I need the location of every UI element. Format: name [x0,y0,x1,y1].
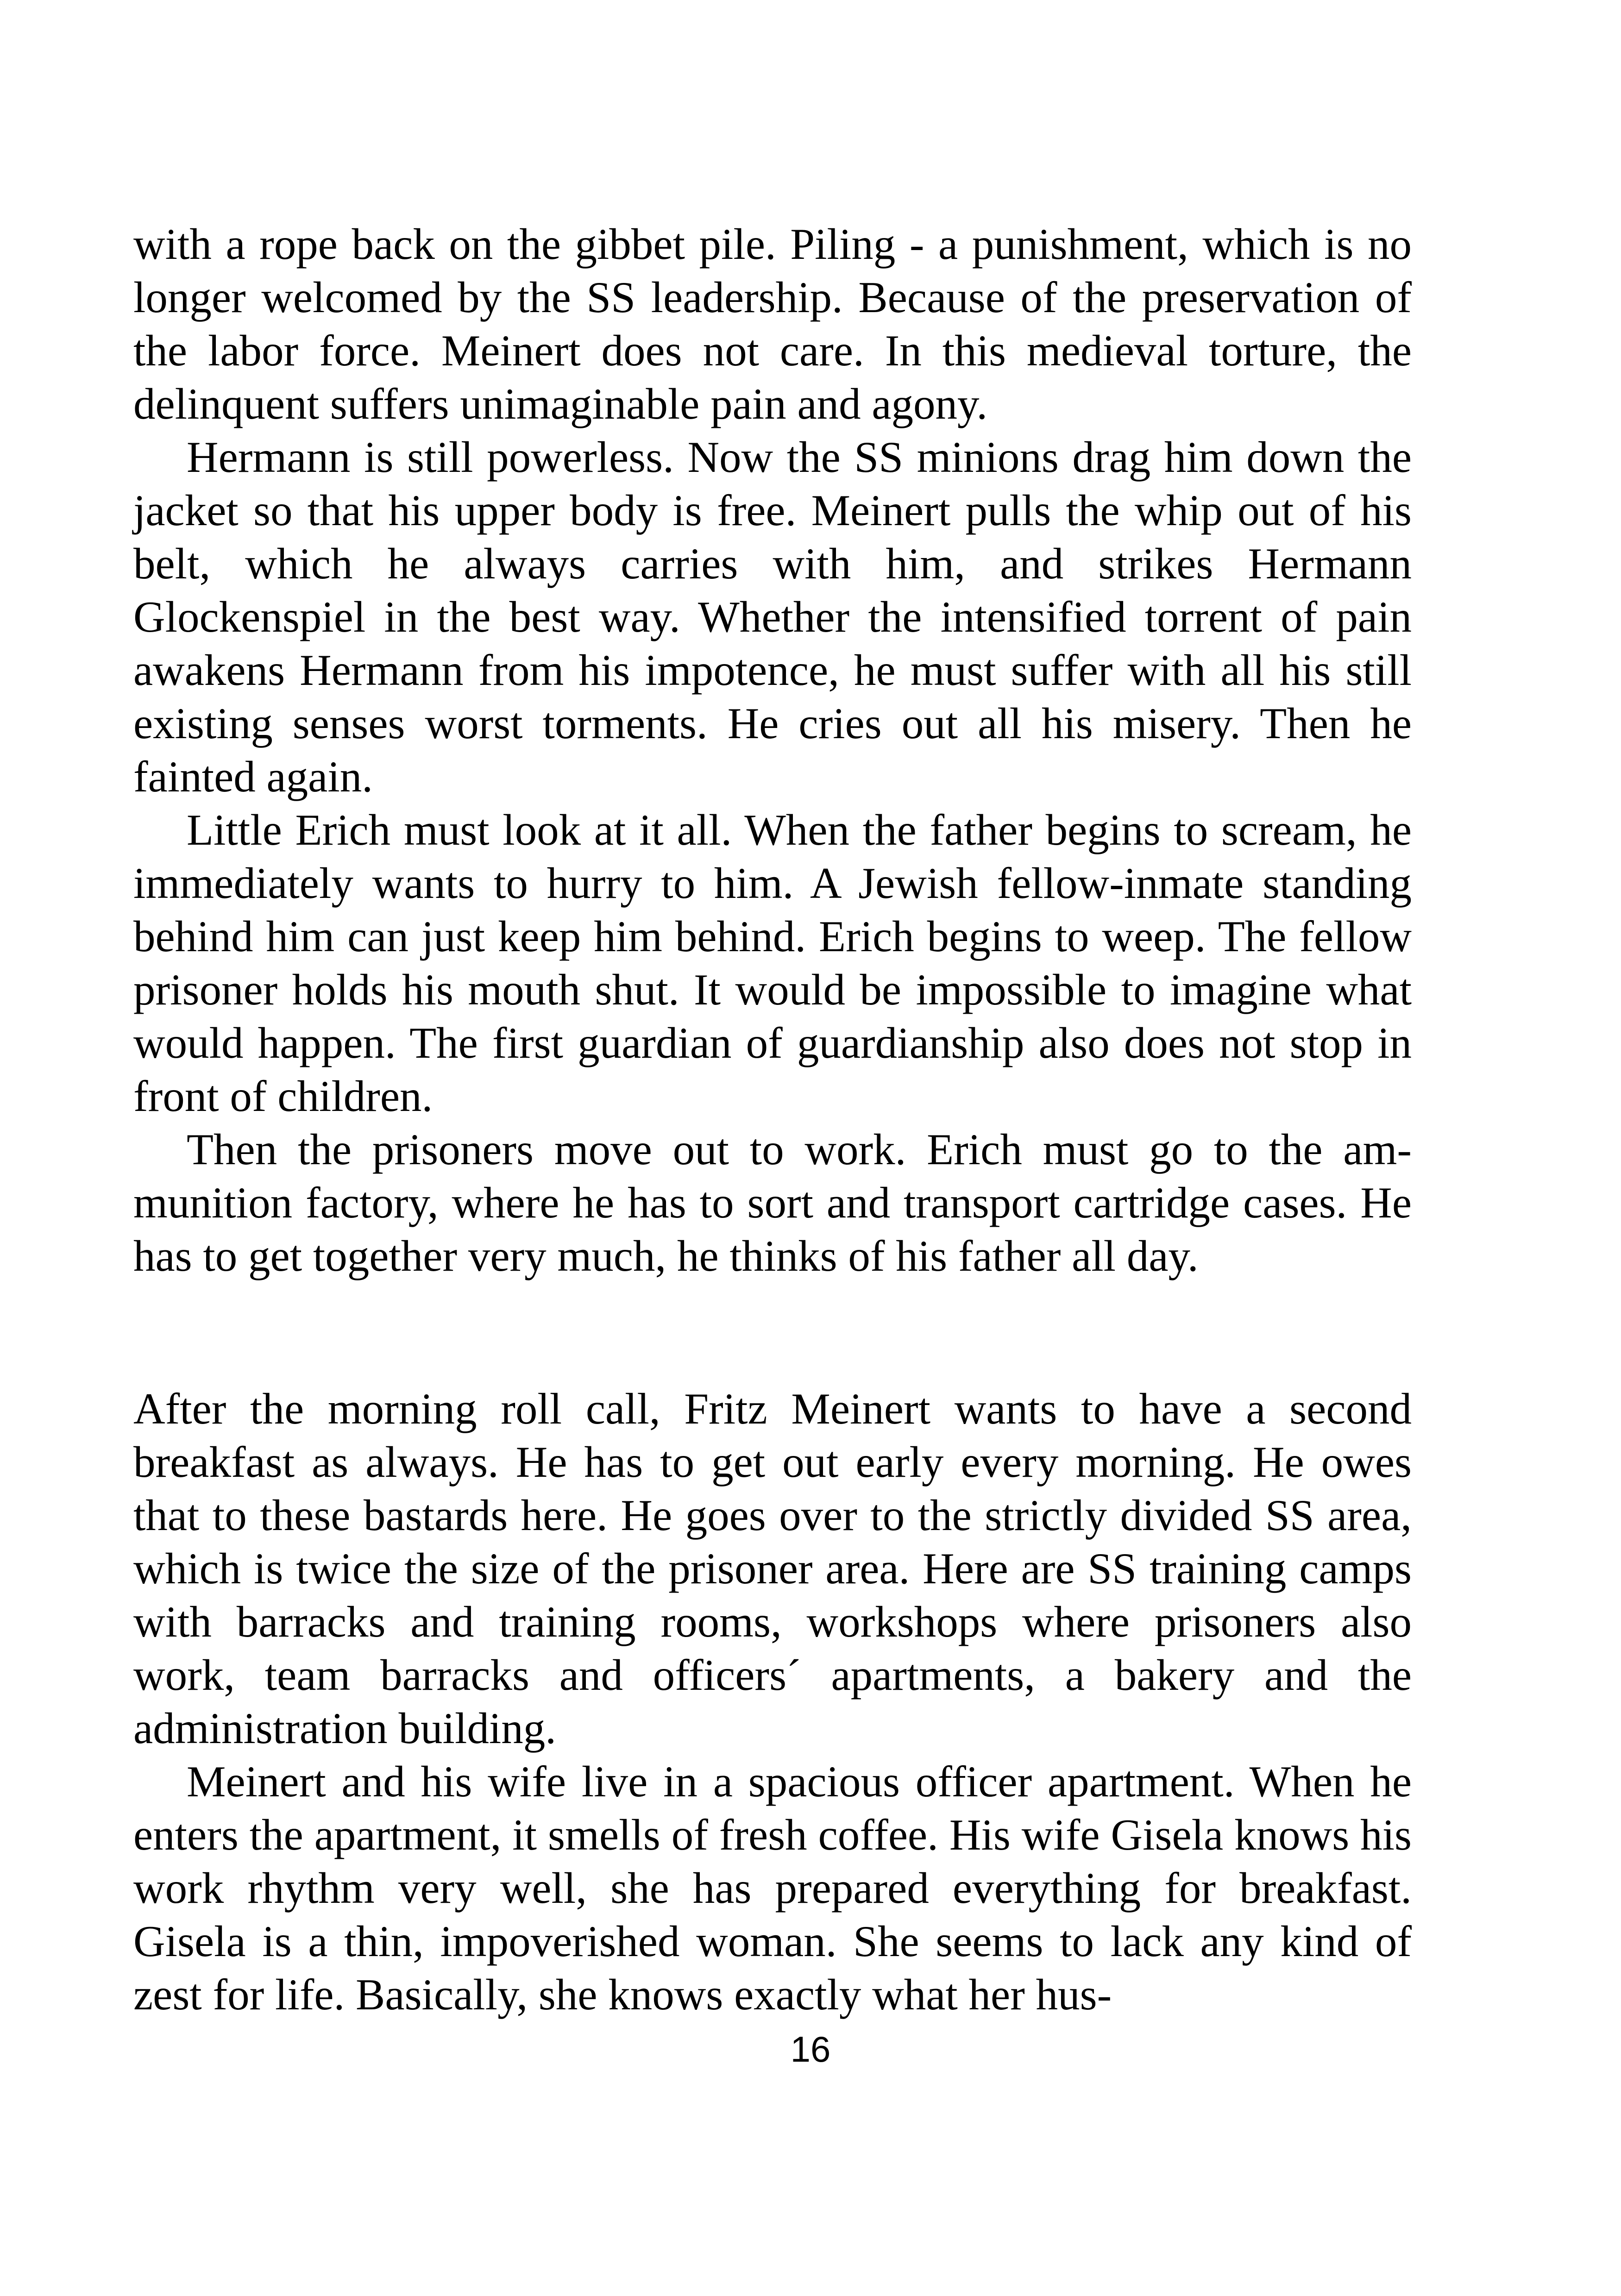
text-section-1 [133,218,1412,1283]
paragraph: with a rope back on the gibbet pile. Piling - a punishment, which is no longer welcomed by the SS leadership. Because of the preservation of the labor force. Meinert does not care. In this medieval torture, the delinquent suffers unimaginable pain and agony. [133,220,1412,428]
paragraph: Meinert and his wife live in a spacious officer apartment. When he enters the apartment, it smells of fresh coffee. His wife Gisela knows his work rhythm very well, she has prepared everything for breakfast. Gisela is a thin, impoverished woman. She seems to lack any kind of zest for life. Basically, she knows exactly what her hus- [133,1757,1412,2019]
paragraph: Hermann is still powerless. Now the SS minions drag him down the jacket so that his upper body is free. Meinert pulls the whip out of his belt, which he always carries with him, and strikes Hermann Glockenspiel in the best way. Whether the intensified torrent of pain awakens Hermann from his impotence, he must suffer with all his still existing senses worst torments. He cries out all his misery. Then he fainted again. [133,433,1412,801]
text-section-2 [133,1382,1412,2021]
paragraph: Little Erich must look at it all. When the father begins to scream, he immediately wants to hurry to him. A Jewish fellow-inmate standing behind him can just keep him behind. Erich begins to weep. The fellow prisoner holds his mouth shut. It would be impossible to imagine what would happen. The first guardian of guardianship also does not stop in front of children. [133,805,1412,1121]
page-number: 16 [790,2029,831,2070]
paragraph: Then the prisoners move out to work. Erich must go to the ammunition factory, where he has to sort and transport cartridge cases. He has to get together very much, he thinks of his father all day. [133,1125,1412,1280]
paragraph: After the morning roll call, Fritz Meinert wants to have a second breakfast as always. He has to get out early every morning. He owes that to these bastards here. He goes over to the strictly divided SS area, which is twice the size of the prisoner area. Here are SS training camps with barracks and training rooms, workshops where prisoners also work, team barracks and officers´ apartments, a bakery and the administration building. [133,1384,1412,1753]
